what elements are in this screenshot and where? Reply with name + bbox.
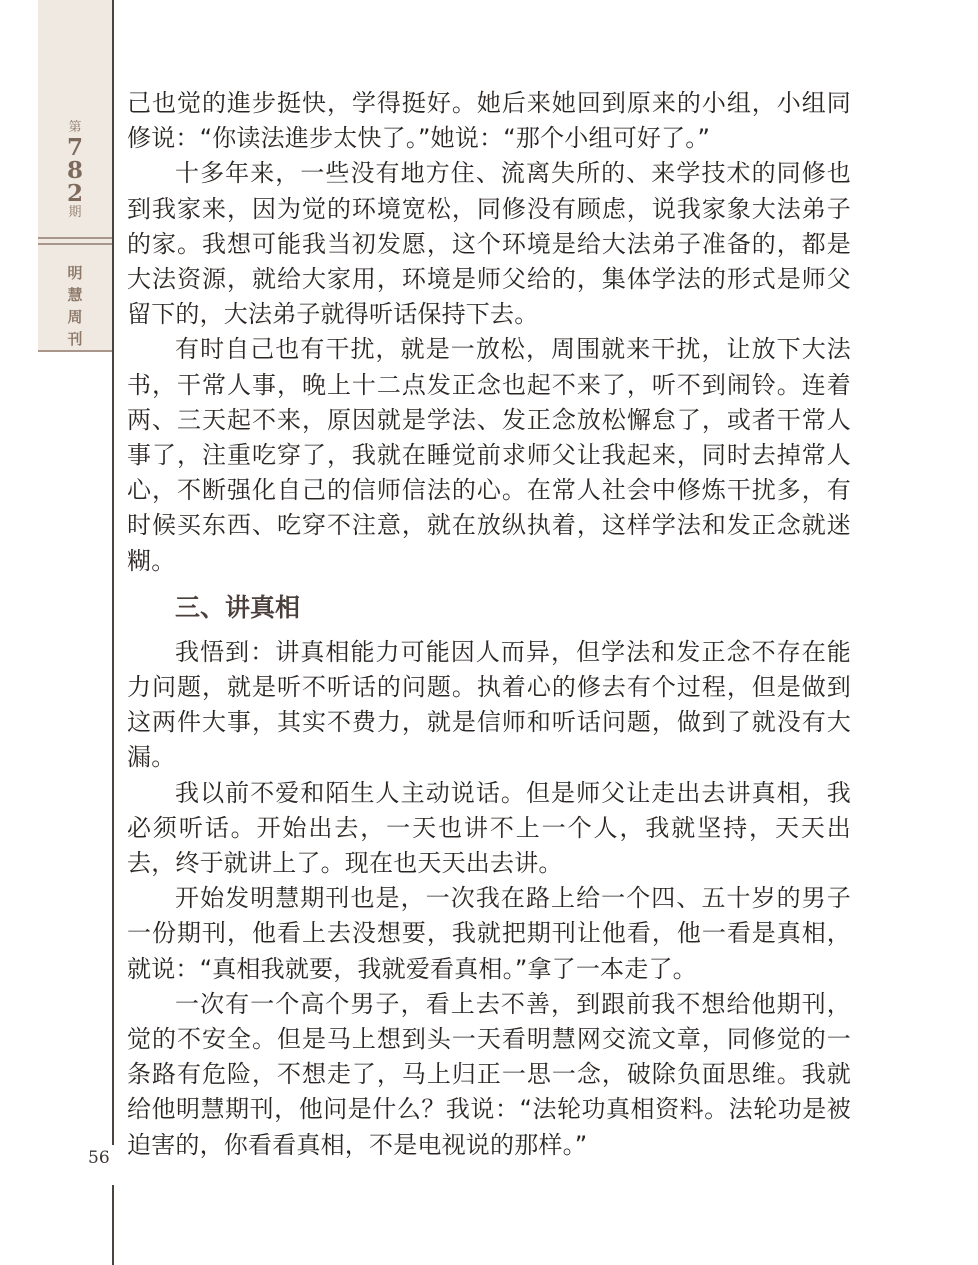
paragraph: 我以前不爱和陌生人主动说话。但是师父让走出去讲真相，我必须听话。开始出去，一天也讲不上一个人，我就坚持，天天出去，终于就讲上了。现在也天天出去讲。 [127,778,851,878]
article-body [127,86,851,1163]
issue-digit: 8 [66,157,83,184]
magazine-char: 慧 [67,286,83,304]
paragraph: 开始发明慧期刊也是，一次我在路上给一个四、五十岁的男子一份期刊，他看上去没想要，我就把期刊让他看，他一看是真相，就说：“真相我就要，我就爱看真相。”拿了一本走了。 [127,884,851,983]
paragraph: 十多年来，一些没有地方住、流离失所的、来学技术的同修也到我家来，因为觉的环境宽松，同修没有顾虑，说我家象大法弟子的家。我想可能我当初发愿，这个环境是给大法弟子准备的，都是大法资源，就给大家用，环境是师父给的，集体学法的形式是师父留下的，大法弟子就得听话保持下去。 [127,159,851,329]
issue-digit: 7 [66,134,83,161]
paragraph: 一次有一个高个男子，看上去不善，到跟前我不想给他期刊，觉的不安全。但是马上想到头一天看明慧网交流文章，同修觉的一条路有危险，不想走了，马上归正一思一念，破除负面思维。我就给他明慧期刊，他问是什么？我说：“法轮功真相资料。法轮功是被迫害的，你看看真相，不是电视说的那样。” [127,989,851,1159]
magazine-name [38,262,112,350]
tab-bottom-border [38,350,112,352]
paragraph: 己也觉的進步挺快，学得挺好。她后来她回到原来的小组，小组同修说：“你读法進步太快了。”她说：“那个小组可好了。” [127,89,851,153]
issue-digit: 2 [66,180,83,207]
section-heading: 三、讲真相 [175,592,301,622]
tab-divider [38,243,112,245]
magazine-side-tab [38,0,112,352]
paragraph: 有时自己也有干扰，就是一放松，周围就来干扰，让放下大法书，干常人事，晚上十二点发正念也起不来了，听不到闹铃。连着两、三天起不来，原因就是学法、发正念放松懈怠了，或者干常人事了，注重吃穿了，我就在睡觉前求师父让我起来，同时去掉常人心，不断强化自己的信师信法的心。在常人社会中修炼干扰多，有时候买东西、吃穿不注意，就在放纵执着，这样学法和发正念就迷糊。 [127,335,851,575]
magazine-char: 刊 [67,330,83,348]
magazine-char: 明 [67,264,83,282]
tab-divider [38,237,112,239]
issue-prefix: 第 [68,120,82,135]
margin-rule [112,1185,114,1265]
issue-number [38,120,112,221]
issue-suffix: 期 [68,205,82,220]
page-number: 56 [88,1148,110,1168]
paragraph: 我悟到：讲真相能力可能因人而异，但学法和发正念不存在能力问题，就是听不听话的问题。执着心的修去有个过程，但是做到这两件大事，其实不费力，就是信师和听话问题，做到了就没有大漏。 [127,637,851,772]
margin-rule [112,0,114,1145]
magazine-char: 周 [67,308,83,326]
